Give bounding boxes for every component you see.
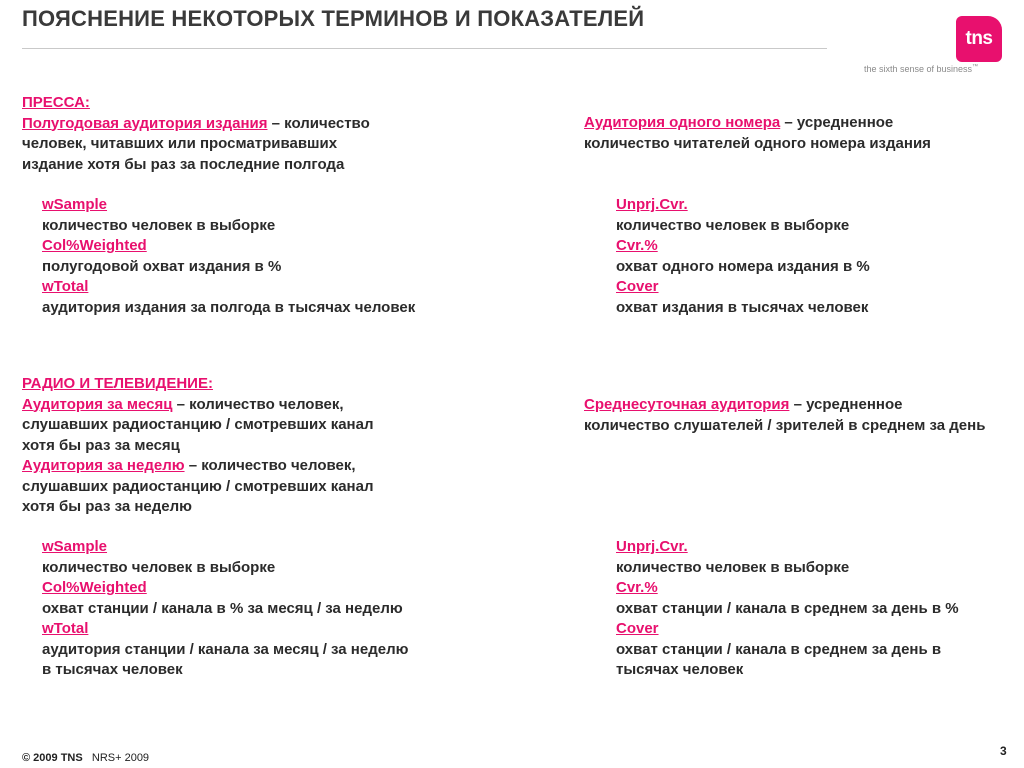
metric-desc: охват станции / канала в среднем за день в [616,640,942,658]
metric-desc: количество человек в выборке [616,216,850,234]
radio-term-week: Аудитория за неделю [22,457,185,474]
metric-desc: охват станции / канала в % за месяц / за неделю [42,599,403,617]
metric-desc: аудитория издания за полгода в тысячах человек [42,298,416,316]
press-right-metrics [616,195,870,318]
metric-desc: количество человек в выборке [42,558,276,576]
press-term-single-issue: Аудитория одного номера [584,114,781,131]
radio-month-def-2: слушавших радиостанцию / смотревших канал [22,416,374,433]
press-def-line-1: – количество [267,114,370,132]
press-single-issue-definition [584,113,931,154]
metric-term: Col%Weighted [42,237,147,254]
metric-term: Cover [616,620,659,637]
metric-desc: охват издания в тысячах человек [616,298,869,316]
radio-right-def-1: – усредненное [789,396,903,413]
metric-desc: полугодовой охват издания в % [42,257,282,275]
tagline-trademark: ™ [972,64,979,70]
radio-right-metrics [616,537,959,681]
metric-desc: количество человек в выборке [42,216,276,234]
metric-term: wSample [42,196,108,213]
metric-term: wSample [42,538,108,555]
page-number: 3 [1000,744,1007,758]
title-divider [22,48,827,49]
metric-desc-cont: в тысячах человек [42,661,183,678]
press-term-halfyear: Полугодовая аудитория издания [22,114,268,132]
metric-desc: охват станции / канала в среднем за день в % [616,599,959,617]
metric-desc-cont: тысячах человек [616,661,744,678]
logo-text: tns [965,28,993,49]
press-right-def-line-1: – усредненное [780,114,894,131]
radio-week-def-2: слушавших радиостанцию / смотревших канал [22,477,374,495]
radio-term-daily: Среднесуточная аудитория [584,396,790,413]
radio-heading: РАДИО И ТЕЛЕВИДЕНИЕ: [22,375,213,392]
metric-desc: аудитория станции / канала за месяц / за неделю [42,640,409,658]
radio-week-def-1: – количество человек, [184,457,356,474]
metric-term: Cvr.% [616,237,658,254]
metric-desc: количество человек в выборке [616,558,850,576]
tns-logo [956,16,1002,62]
press-right-def-line-2: количество читателей одного номера издания [584,134,931,152]
metric-term: Col%Weighted [42,579,147,596]
metric-term: Unprj.Cvr. [616,196,688,213]
press-heading: ПРЕССА: [22,94,90,111]
press-definitions [22,93,370,175]
radio-month-def-1: – количество человек, [172,395,344,413]
metric-desc: охват одного номера издания в % [616,257,870,275]
press-def-line-3: издание хотя бы раз за последние полгода [22,155,345,173]
radio-month-def-3: хотя бы раз за месяц [22,436,180,454]
radio-daily-definition [584,395,1024,436]
radio-left-metrics [42,537,408,681]
footer [22,752,149,764]
metric-term: Unprj.Cvr. [616,538,688,555]
copyright: © 2009 TNS [22,752,83,764]
radio-week-def-3: хотя бы раз за неделю [22,498,192,515]
metric-term: Cover [616,278,659,295]
tagline-text: the sixth sense of business [864,64,973,74]
metric-term: wTotal [42,620,89,637]
page-title: ПОЯСНЕНИЕ НЕКОТОРЫХ ТЕРМИНОВ И ПОКАЗАТЕЛЕЙ [22,6,645,31]
press-def-line-2: человек, читавших или просматривавших [22,135,338,152]
radio-term-month: Аудитория за месяц [22,395,173,413]
logo-tagline [864,64,978,74]
metric-term: Cvr.% [616,579,658,596]
radio-definitions [22,374,374,518]
metric-term: wTotal [42,278,89,295]
radio-right-def-2: количество слушателей / зрителей в среднем за день [584,416,986,434]
source-label: NRS+ 2009 [91,752,150,764]
press-left-metrics [42,195,415,318]
